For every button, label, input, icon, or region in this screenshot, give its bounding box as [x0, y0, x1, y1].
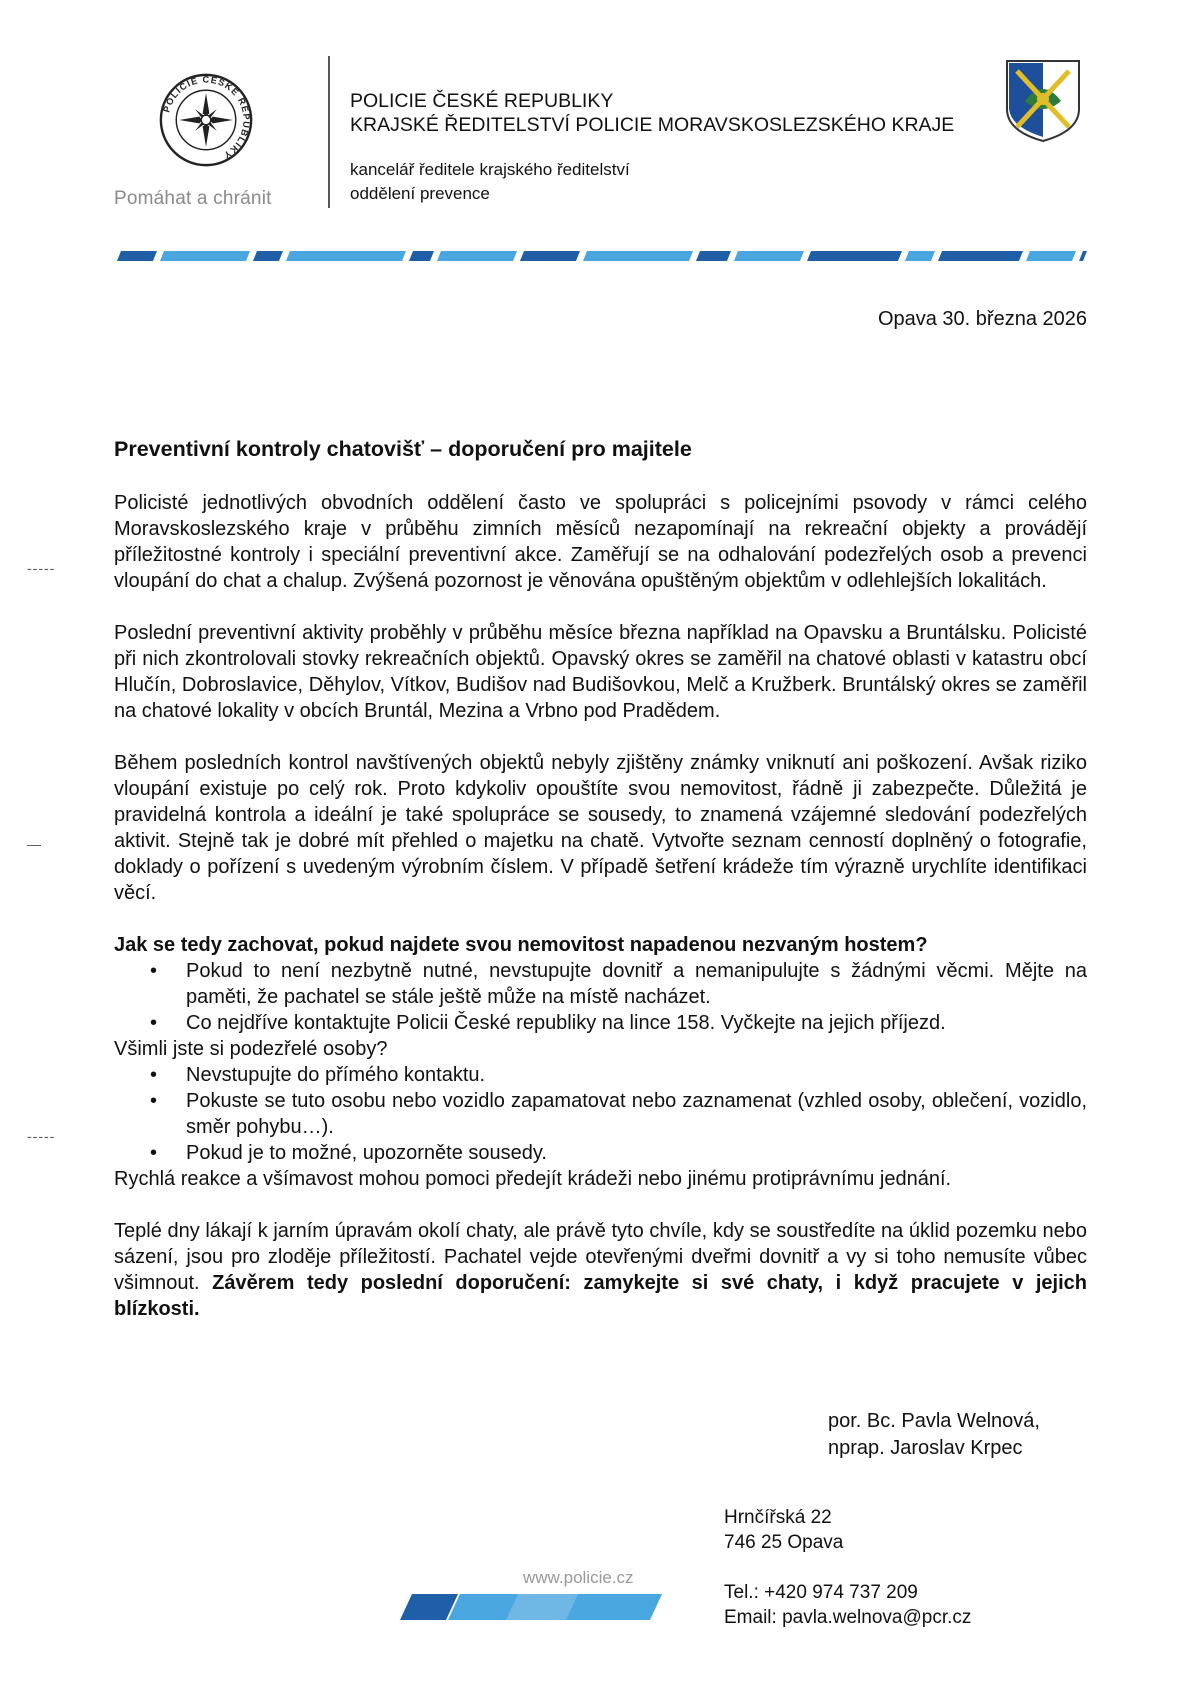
- police-logo: [158, 72, 254, 168]
- website-link[interactable]: www.policie.cz: [523, 1568, 634, 1587]
- stripe-segment: [734, 251, 804, 261]
- logo-ring-text: POLICIE ČESKÉ REPUBLIKY: [161, 74, 252, 161]
- document-title: Preventivní kontroly chatovišť – doporučení pro majitele: [114, 437, 692, 461]
- signature-block: [828, 1408, 1040, 1462]
- stripe-segment: [117, 251, 157, 261]
- address-city: 746 25 Opava: [724, 1532, 844, 1553]
- list-item: • Co nejdříve kontaktujte Policii České republiky na lince 158. Vyčkejte na jejich příjezd.: [150, 1012, 946, 1034]
- stripe-segment: [409, 251, 434, 261]
- org-line-2: KRAJSKÉ ŘEDITELSTVÍ POLICIE MORAVSKOSLEZSKÉHO KRAJE: [350, 114, 955, 136]
- stripe-segment: [807, 251, 902, 261]
- bullet-icon: •: [150, 1142, 158, 1164]
- question-heading: Jak se tedy zachovat, pokud najdete svou nemovitost napadenou nezvaným hostem?: [114, 934, 928, 956]
- dept-line-2: oddělení prevence: [350, 184, 490, 203]
- document-body: [114, 490, 1087, 1348]
- stripe-segment: [286, 251, 406, 261]
- stripe-segment: [696, 251, 731, 261]
- address-street: Hrnčířská 22: [724, 1507, 832, 1528]
- bullet-icon: •: [150, 1012, 158, 1034]
- paragraph-2: Poslední preventivní aktivity proběhly v průběhu měsíce března například na Opavsku a Bruntálsku. Policisté při nich zkontrolovali stovky rekreačních objektů. Opavský okres se zaměřil na chatové oblasti v katastru obcí Hlučín, Dobroslavice, Děhylov, Vítkov, Budišov nad Budišovkou, Melč a Kružberk. Bruntálský okres se zaměřil na chatové lokality v obcích Bruntál, Mezina a Vrbno pod Pradědem.: [114, 622, 1087, 722]
- bullet-icon: •: [150, 960, 158, 982]
- motto: Pomáhat a chránit: [114, 188, 272, 209]
- list-item: • Pokuste se tuto osobu nebo vozidlo zapamatovat nebo zaznamenat (vzhled osoby, oblečení, vozidlo, směr pohybu…).: [150, 1090, 1087, 1138]
- regional-crest-icon: [1003, 57, 1083, 143]
- stripe-segment: [160, 251, 250, 261]
- margin-mark: -----: [27, 560, 56, 576]
- stripe-segment: [1026, 251, 1076, 261]
- list-item: • Pokud to není nezbytně nutné, nevstupujte dovnitř a nemanipulujte s žádnými věcmi. Mějte na paměti, že pachatel se stále ještě může na místě nacházet.: [150, 960, 1087, 1008]
- document-date: Opava 30. března 2026: [877, 308, 1087, 330]
- paragraph-3: Během posledních kontrol navštívených objektů nebyly zjištěny známky vniknutí ani poškození. Avšak riziko vloupání existuje po celý rok. Proto kdykoliv opouštíte svou nemovitost, řádně ji zabezpečte. Důležitá je pravidelná kontrola a ideální je také spolupráce se sousedy, to znamená vzájemné sledování podezřelých aktivit. Stejně tak je dobré mít přehled o majetku na chatě. Vytvořte seznam cenností doplněný o fotografie, doklady o pořízení s uvedeným výrobním číslem. V případě šetření krádeže tím výrazně urychlíte identifikaci věcí.: [114, 752, 1087, 904]
- contact-email[interactable]: Email: pavla.welnova@pcr.cz: [724, 1607, 972, 1628]
- bullet-icon: •: [150, 1064, 158, 1086]
- bullet-icon: •: [150, 1090, 158, 1112]
- closing-line: Rychlá reakce a všímavost mohou pomoci předejít krádeži nebo jinému protiprávnímu jednání.: [114, 1168, 952, 1190]
- footer-stripe: [398, 1594, 662, 1620]
- spacer: [724, 1555, 971, 1580]
- stripe-segment: [437, 251, 517, 261]
- bullet-list-1: [114, 958, 1087, 1036]
- list-item: • Pokud je to možné, upozorněte sousedy.: [150, 1142, 547, 1164]
- stripe-segment: [905, 251, 935, 261]
- final-recommendation: Závěrem tedy poslední doporučení: zamykejte si své chaty, i když pracujete v jejich blízkosti.: [114, 1272, 1087, 1320]
- stripe-segment: [1079, 251, 1087, 261]
- margin-mark: -----: [27, 1128, 56, 1144]
- stripe-segment: [253, 251, 283, 261]
- final-paragraph: Teplé dny lákají k jarním úpravám okolí chaty, ale právě tyto chvíle, kdy se soustředíte na úklid pozemku nebo sázení, jsou pro zloděje příležitostí. Pachatel vejde otevřenými dveřmi dovnitř a vy si toho nemusíte vůbec všimnout. Závěrem tedy poslední doporučení: zamykejte si své chaty, i když pracujete v jejich blízkosti.: [114, 1220, 1087, 1320]
- contact-phone: Tel.: +420 974 737 209: [724, 1582, 918, 1603]
- signatory-1: por. Bc. Pavla Welnová,: [828, 1410, 1040, 1432]
- header-stripe: [117, 251, 1087, 261]
- list-item: • Nevstupujte do přímého kontaktu.: [150, 1064, 486, 1086]
- contact-address: [724, 1505, 971, 1630]
- stripe-segment: [583, 251, 693, 261]
- stripe-segment: [938, 251, 1023, 261]
- signatory-2: nprap. Jaroslav Krpec: [828, 1437, 1023, 1459]
- organization-name: [350, 89, 954, 137]
- paragraph-1: Policisté jednotlivých obvodních oddělení často ve spolupráci s policejními psovody v rámci celého Moravskoslezského kraje v průběhu zimních měsíců nezapomínají na rekreační objekty a provádějí příležitostné kontroly i speciální preventivní akce. Zaměřují se na odhalování podezřelých osob a prevenci vloupání do chat a chalup. Zvýšená pozornost je věnována opuštěným objektům v odlehlejších lokalitách.: [114, 492, 1087, 592]
- header-divider: [328, 56, 330, 208]
- stripe-segment: [520, 251, 580, 261]
- org-line-1: POLICIE ČESKÉ REPUBLIKY: [350, 90, 614, 112]
- question-2: Všimli jste si podezřelé osoby?: [114, 1038, 388, 1060]
- department-name: [350, 158, 630, 206]
- bullet-list-2: [114, 1062, 1087, 1166]
- margin-mark: —: [27, 836, 42, 852]
- dept-line-1: kancelář ředitele krajského ředitelství: [350, 160, 630, 179]
